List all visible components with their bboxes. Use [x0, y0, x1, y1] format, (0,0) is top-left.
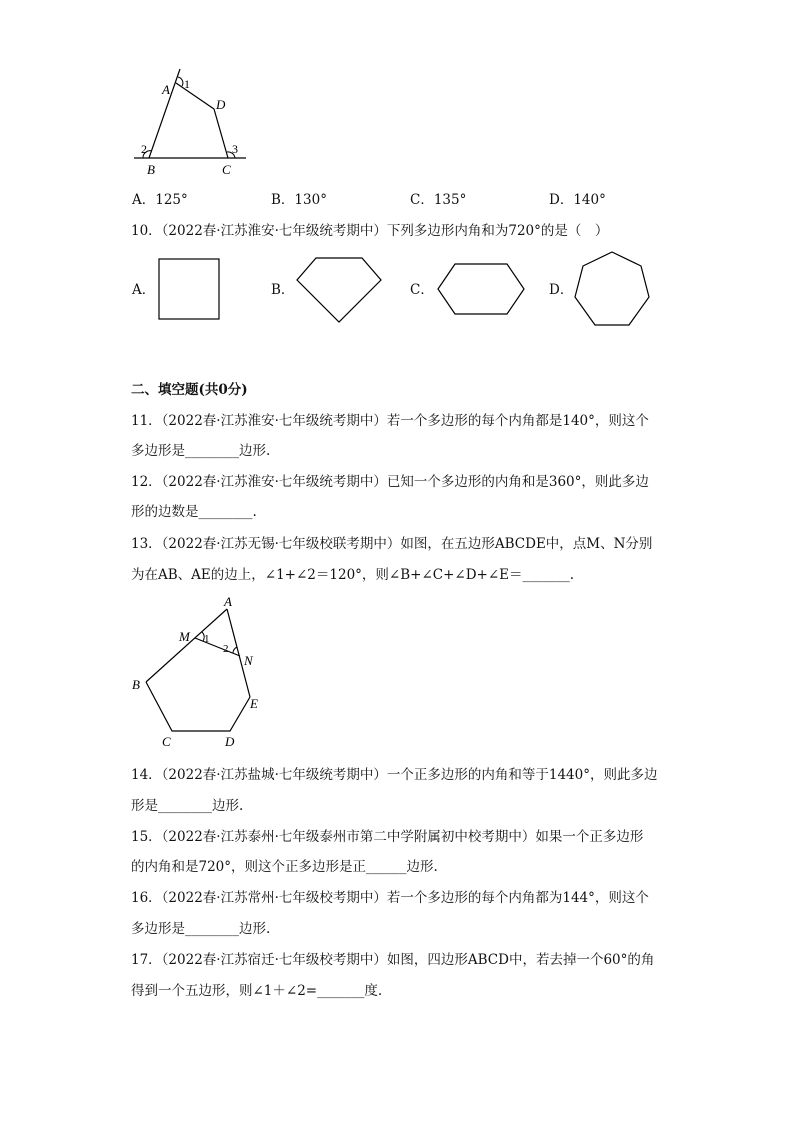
label-E: E — [250, 696, 258, 711]
q9-option-d: D．140° — [549, 192, 606, 208]
q13-line-2: 为在AB、AE的边上，∠1+∠2＝120°，则∠B+∠C+∠D+∠E＝_______. — [131, 567, 575, 583]
q12-line-2: 形的边数是________. — [131, 504, 257, 520]
section-title: 二、填空题(共0分) — [131, 382, 248, 398]
label-N: N — [244, 653, 253, 668]
q15-line-2: 的内角和是720°，则这个正多边形是正______边形. — [131, 859, 438, 875]
q14-line-1: 14．（2022春·江苏盐城·七年级统考期中）一个正多边形的内角和等于1440°，则此多边 — [131, 767, 658, 783]
label-M: M — [179, 629, 190, 644]
label-2: 2 — [141, 142, 147, 156]
q13-figure — [128, 594, 268, 754]
label-C: C — [222, 162, 231, 177]
q11-line-2: 多边形是________边形. — [131, 443, 271, 459]
q10-option-b-label: B． — [271, 282, 295, 298]
hexagon-figure — [436, 262, 526, 318]
pentagon-figure — [295, 254, 385, 324]
label-B: B — [147, 162, 155, 177]
q17-line-2: 得到一个五边形，则∠1＋∠2=_______度. — [131, 983, 383, 999]
label-B: B — [132, 677, 140, 692]
q10-option-d-label: D． — [549, 282, 574, 298]
square-figure — [157, 257, 221, 321]
segment-MN — [195, 638, 240, 656]
sides-B-C-D-E — [146, 682, 250, 731]
label-3: 3 — [232, 142, 238, 156]
q9-option-c: C．135° — [410, 192, 467, 208]
q17-line-1: 17．（2022春·江苏宿迁·七年级校考期中）如图，四边形ABCD中，若去掉一个60°的角 — [131, 952, 655, 968]
q10-stem: 10．（2022春·江苏淮安·七年级统考期中）下列多边形内角和为720°的是（ ） — [131, 223, 609, 239]
label-D: D — [225, 734, 235, 749]
q10-option-a-label: A． — [132, 282, 156, 298]
q15-line-1: 15．（2022春·江苏泰州·七年级泰州市第二中学附属初中校考期中）如果一个正多边形 — [131, 829, 644, 845]
q9-figure — [132, 66, 252, 181]
label-A: A — [224, 594, 232, 609]
q9-option-b: B．130° — [271, 192, 327, 208]
label-A: A — [162, 82, 170, 97]
label-D: D — [216, 97, 226, 112]
label-1: 1 — [204, 633, 210, 645]
label-2: 2 — [223, 643, 229, 655]
q14-line-2: 形是________边形. — [131, 798, 244, 814]
side-a-d-c — [176, 83, 228, 158]
label-C: C — [162, 734, 171, 749]
q9-option-a: A．125° — [132, 192, 188, 208]
q10-option-c-label: C． — [410, 282, 434, 298]
q12-line-1: 12．（2022春·江苏淮安·七年级统考期中）已知一个多边形的内角和是360°，则此多边 — [131, 474, 649, 490]
q16-line-1: 16．（2022春·江苏常州·七年级校考期中）若一个多边形的每个内角都为144°，则这个 — [131, 890, 649, 906]
label-1: 1 — [184, 77, 190, 91]
q11-line-1: 11．（2022春·江苏淮安·七年级统考期中）若一个多边形的每个内角都是140°，则这个 — [131, 413, 649, 429]
angle-2-arc — [233, 647, 237, 653]
q16-line-2: 多边形是________边形. — [131, 921, 271, 937]
heptagon-figure — [570, 249, 654, 329]
q13-line-1: 13．（2022春·江苏无锡·七年级校联考期中）如图，在五边形ABCDE中，点M、N分别 — [131, 536, 653, 552]
